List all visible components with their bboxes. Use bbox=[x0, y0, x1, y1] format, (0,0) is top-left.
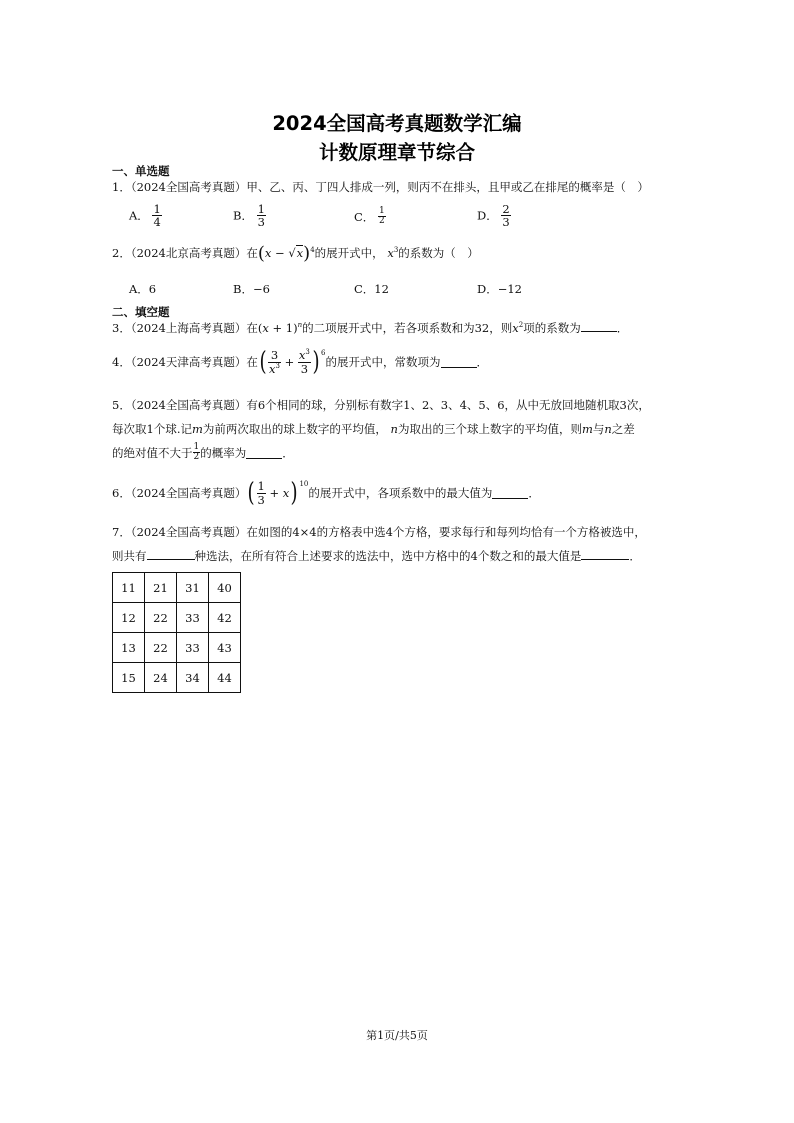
table-cell: 15 bbox=[113, 663, 145, 693]
section-heading-fill-blank: 二、填空题 bbox=[112, 305, 170, 319]
section-heading-single-choice: 一、单选题 bbox=[112, 164, 170, 178]
q2-option-d: D．−12 bbox=[477, 282, 522, 296]
table-cell: 34 bbox=[177, 663, 209, 693]
table-row bbox=[113, 573, 241, 603]
table-cell: 33 bbox=[177, 633, 209, 663]
fraction: $\frac{1}{4}$ bbox=[153, 202, 161, 230]
table-cell: 13 bbox=[113, 633, 145, 663]
page-title: 2024全国高考真题数学汇编 bbox=[272, 112, 522, 135]
question-5-line-3: 的绝对值不大于 $\frac{1}{2}$ 的概率为 ． bbox=[112, 442, 294, 463]
number-grid-table bbox=[112, 572, 241, 693]
table-cell: 22 bbox=[145, 603, 177, 633]
table-cell: 44 bbox=[209, 663, 241, 693]
question-5-line-1: 5．（2024全国高考真题）有6个相同的球，分别标有数字1、2、3、4、5、6，从中无放回地随机取3次， bbox=[112, 398, 650, 412]
question-7-line-2: 则共有 种选法，在所有符合上述要求的选法中，选中方格中的4个数之和的最大值是 ． bbox=[112, 549, 641, 563]
q2-option-c: C．12 bbox=[354, 282, 389, 296]
table-row bbox=[113, 603, 241, 633]
table-cell: 21 bbox=[145, 573, 177, 603]
table-cell: 40 bbox=[209, 573, 241, 603]
q2-option-b: B．−6 bbox=[233, 282, 270, 296]
table-cell: 42 bbox=[209, 603, 241, 633]
answer-blank bbox=[441, 356, 477, 368]
table-cell: 24 bbox=[145, 663, 177, 693]
question-3: 3．（2024上海高考真题）在$(x + 1)^n$的二项展开式中，若各项系数和为32，则$x^2$项的系数为 ． bbox=[112, 321, 629, 335]
fraction: $\frac{1}{2}$ bbox=[378, 206, 385, 227]
q1-option-d: D． $\frac{2}{3}$ bbox=[477, 202, 510, 230]
table-cell: 43 bbox=[209, 633, 241, 663]
fraction: $\frac{1}{3}$ bbox=[257, 202, 265, 230]
q2-option-a: A．6 bbox=[129, 282, 157, 296]
answer-blank bbox=[492, 487, 528, 499]
table-cell: 22 bbox=[145, 633, 177, 663]
answer-blank bbox=[246, 447, 282, 459]
table-row bbox=[113, 663, 241, 693]
fraction: $\frac{2}{3}$ bbox=[502, 202, 510, 230]
question-2: 2．（2024北京高考真题）在$(x - √x)^4$的展开式中， $x^3$的系数为（ ） bbox=[112, 243, 479, 264]
table-cell: 12 bbox=[113, 603, 145, 633]
q1-option-c: C． $\frac{1}{2}$ bbox=[354, 206, 385, 227]
answer-blank bbox=[581, 320, 617, 332]
answer-blank bbox=[147, 548, 195, 560]
q1-option-a: A． $\frac{1}{4}$ bbox=[129, 202, 161, 230]
question-7-line-1: 7．（2024全国高考真题）在如图的4×4的方格表中选4个方格，要求每行和每列均恰有一个方格被选中， bbox=[112, 525, 646, 539]
question-5-line-2: 每次取1个球.记m为前两次取出的球上数字的平均值， n为取出的三个球上数字的平均值，则m与n之差 bbox=[112, 422, 635, 436]
question-4: 4．（2024天津高考真题）在( $\frac{3}{x^3}$ + $\frac{x^3}{3}$ ) $^6$的展开式中，常数项为 ． bbox=[112, 347, 489, 377]
table-cell: 11 bbox=[113, 573, 145, 603]
answer-blank bbox=[581, 548, 629, 560]
question-6: 6．（2024全国高考真题）( $\frac{1}{3}$ + x) $^{10}$的展开式中，各项系数中的最大值为 ． bbox=[112, 478, 540, 508]
question-1: 1．（2024全国高考真题）甲、乙、丙、丁四人排成一列，则丙不在排头，且甲或乙在排尾的概率是（ ） bbox=[112, 180, 649, 194]
table-row bbox=[113, 633, 241, 663]
q1-option-b: B． $\frac{1}{3}$ bbox=[233, 202, 265, 230]
page-footer: 第1页/共5页 bbox=[366, 1029, 428, 1042]
table-cell: 31 bbox=[177, 573, 209, 603]
page-subtitle: 计数原理章节综合 bbox=[318, 141, 475, 164]
table-cell: 33 bbox=[177, 603, 209, 633]
